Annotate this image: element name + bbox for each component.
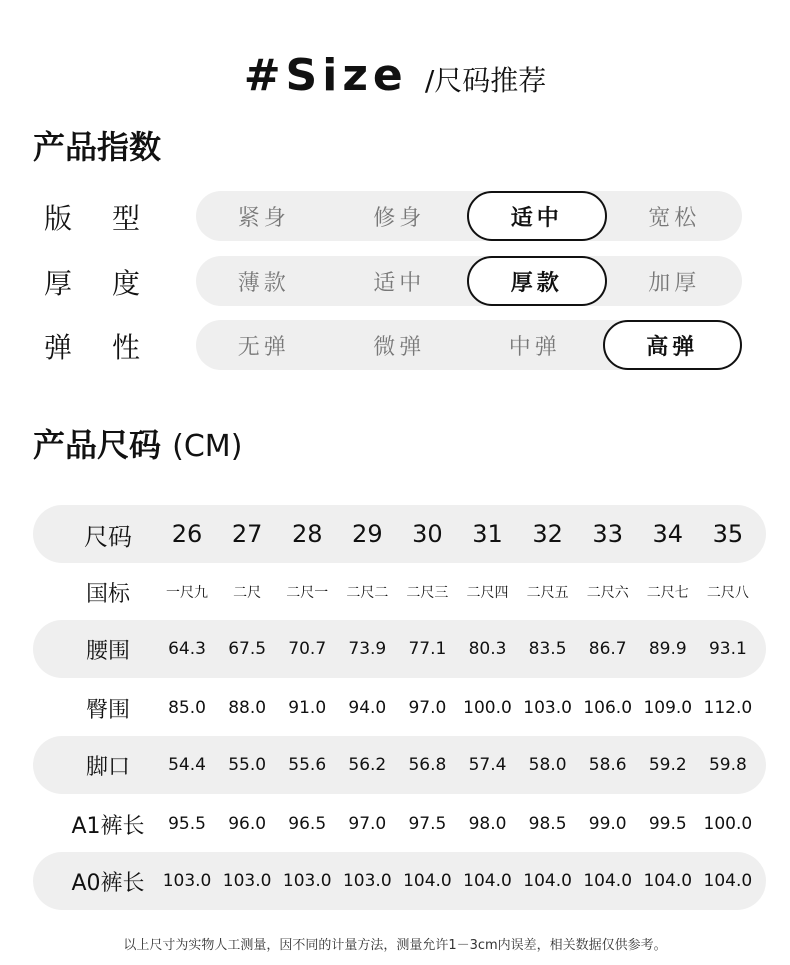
size-table-cell: 104.0 <box>403 871 452 891</box>
size-table-cell: 二尺四 <box>466 585 509 601</box>
size-table-row <box>33 679 766 737</box>
size-table-row-label: 国标 <box>85 581 130 607</box>
size-table-row <box>33 620 766 678</box>
index-row-label <box>44 262 140 302</box>
size-table-cell: 103.0 <box>523 698 572 718</box>
size-table-cell: 104.0 <box>523 871 572 891</box>
size-section-title <box>33 420 242 466</box>
size-table-row <box>33 852 766 910</box>
size-table-cell: 70.7 <box>288 639 327 659</box>
size-table-cell: 89.9 <box>648 639 687 659</box>
size-table-cell: 88.0 <box>228 698 267 718</box>
size-table-cell: 二尺二 <box>346 585 389 601</box>
size-table-cell: 59.8 <box>708 755 747 775</box>
index-option: 适中 <box>373 270 426 296</box>
size-table-cell: 二尺三 <box>406 585 449 601</box>
index-label-char: 度 <box>111 267 140 300</box>
size-table-cell: 59.2 <box>648 755 687 775</box>
size-table-cell: 99.0 <box>588 814 627 834</box>
size-table-cell: 30 <box>412 520 443 548</box>
index-option-selected: 适中 <box>467 191 607 241</box>
size-table-cell: 95.5 <box>168 814 206 834</box>
size-table-cell: 103.0 <box>162 871 212 891</box>
size-table-row <box>33 795 766 853</box>
size-table-row-label: 尺码 <box>84 522 132 551</box>
index-option-track <box>196 191 742 241</box>
size-table-row-label: A1裤长 <box>71 813 145 839</box>
index-row-label <box>44 197 140 237</box>
size-table-cell: 103.0 <box>282 871 332 891</box>
index-row <box>0 191 790 241</box>
size-table-row-label: 腰围 <box>85 638 130 664</box>
size-table-row-label: 脚口 <box>85 754 130 780</box>
index-row <box>0 256 790 306</box>
index-option: 微弹 <box>373 334 426 360</box>
index-option: 修身 <box>373 205 426 231</box>
size-table-cell: 96.0 <box>228 814 267 834</box>
index-option-selected: 高弹 <box>603 320 743 370</box>
size-table-cell: 106.0 <box>583 698 633 718</box>
index-option: 宽松 <box>648 205 701 231</box>
size-table-cell: 104.0 <box>583 871 633 891</box>
index-section-title: 产品指数 <box>33 128 162 166</box>
size-table-cell: 97.5 <box>408 814 447 834</box>
index-label-char: 版 <box>44 202 73 235</box>
size-table-cell: 二尺一 <box>286 585 329 601</box>
index-option-selected: 厚款 <box>467 256 607 306</box>
size-table-cell: 86.7 <box>588 639 627 659</box>
size-table-cell: 二尺六 <box>586 585 629 601</box>
size-table-cell: 103.0 <box>222 871 272 891</box>
size-table-cell: 58.6 <box>588 755 627 775</box>
size-table-cell: 99.5 <box>648 814 687 834</box>
size-table-cell: 26 <box>171 520 203 548</box>
size-table-cells <box>157 795 758 853</box>
size-table-cell: 31 <box>472 520 503 548</box>
size-subtitle: /尺码推荐 <box>424 64 547 97</box>
size-table-cells <box>157 563 758 621</box>
size-table-cell: 104.0 <box>703 871 753 891</box>
size-table-cell: 97.0 <box>408 698 447 718</box>
footnote: 以上尺寸为实物人工测量，因不同的计量方法，测量允许1－3cm内误差，相关数据仅供参考。 <box>123 938 667 953</box>
size-table-cell: 57.4 <box>468 755 507 775</box>
size-table-cell: 二尺七 <box>646 585 689 601</box>
size-table-cell: 91.0 <box>288 698 327 718</box>
index-label-char: 厚 <box>44 267 73 300</box>
size-table-cell: 112.0 <box>703 698 753 718</box>
size-table-cell: 33 <box>592 520 623 548</box>
size-table-cell: 二尺八 <box>706 585 749 601</box>
index-option: 无弹 <box>237 334 290 360</box>
size-table-row <box>33 563 766 621</box>
size-table-cell: 55.6 <box>288 755 327 775</box>
size-table-cell: 55.0 <box>228 755 267 775</box>
index-option: 薄款 <box>237 270 290 296</box>
size-table-cell: 109.0 <box>643 698 693 718</box>
size-table-cells <box>157 852 758 910</box>
size-table-cell: 32 <box>532 520 563 548</box>
size-table-cell: 56.2 <box>348 755 387 775</box>
size-table-row <box>33 736 766 794</box>
size-section-title-text: 产品尺码 <box>33 426 162 464</box>
size-title: #Size <box>243 50 408 101</box>
index-option-track <box>196 256 742 306</box>
index-row <box>0 320 790 370</box>
size-table-cell: 77.1 <box>408 639 447 659</box>
size-table-cell: 97.0 <box>348 814 387 834</box>
size-table-cells <box>157 736 758 794</box>
size-table-cell: 67.5 <box>228 639 267 659</box>
size-table-cell: 29 <box>352 520 383 548</box>
size-table-cell: 35 <box>712 520 744 548</box>
size-table-cell: 27 <box>231 520 263 548</box>
size-table-cell: 98.5 <box>528 814 567 834</box>
page-header <box>0 50 790 101</box>
size-table-cell: 104.0 <box>463 871 512 891</box>
size-table-cell: 96.5 <box>288 814 327 834</box>
size-table-cell: 73.9 <box>348 639 387 659</box>
size-table-cell: 一尺九 <box>166 585 209 601</box>
size-table-cell: 104.0 <box>643 871 693 891</box>
size-table-cell: 64.3 <box>168 639 206 659</box>
size-table-cell: 85.0 <box>168 698 206 718</box>
size-table-cell: 80.3 <box>468 639 507 659</box>
index-option-track <box>196 320 742 370</box>
index-option: 紧身 <box>237 205 290 231</box>
size-table-cell: 58.0 <box>528 755 567 775</box>
size-table-cell: 28 <box>291 520 323 548</box>
index-label-char: 性 <box>111 331 140 364</box>
size-table-cells <box>157 505 758 563</box>
index-label-char: 弹 <box>44 331 73 364</box>
size-table-cell: 100.0 <box>463 698 512 718</box>
size-table-cell: 94.0 <box>348 698 387 718</box>
index-label-char: 型 <box>111 202 140 235</box>
size-table-cell: 98.0 <box>468 814 507 834</box>
size-table-cell: 56.8 <box>408 755 447 775</box>
size-section-unit: (CM) <box>172 429 243 464</box>
size-table-cells <box>157 620 758 678</box>
size-table-row-label: A0裤长 <box>71 870 145 896</box>
size-table-cell: 二尺 <box>233 585 262 601</box>
size-table-cells <box>157 679 758 737</box>
size-table-row-label: 臀围 <box>85 697 130 723</box>
index-option: 加厚 <box>648 270 701 296</box>
index-option: 中弹 <box>508 334 561 360</box>
size-table-cell: 54.4 <box>168 755 206 775</box>
size-table-cell: 103.0 <box>342 871 392 891</box>
size-table-cell: 34 <box>652 520 684 548</box>
size-table-cell: 83.5 <box>528 639 567 659</box>
size-table-row <box>33 505 766 563</box>
size-table-cell: 93.1 <box>708 639 747 659</box>
size-table-cell: 二尺五 <box>526 585 569 601</box>
size-table-cell: 100.0 <box>703 814 753 834</box>
index-row-label <box>44 326 140 366</box>
